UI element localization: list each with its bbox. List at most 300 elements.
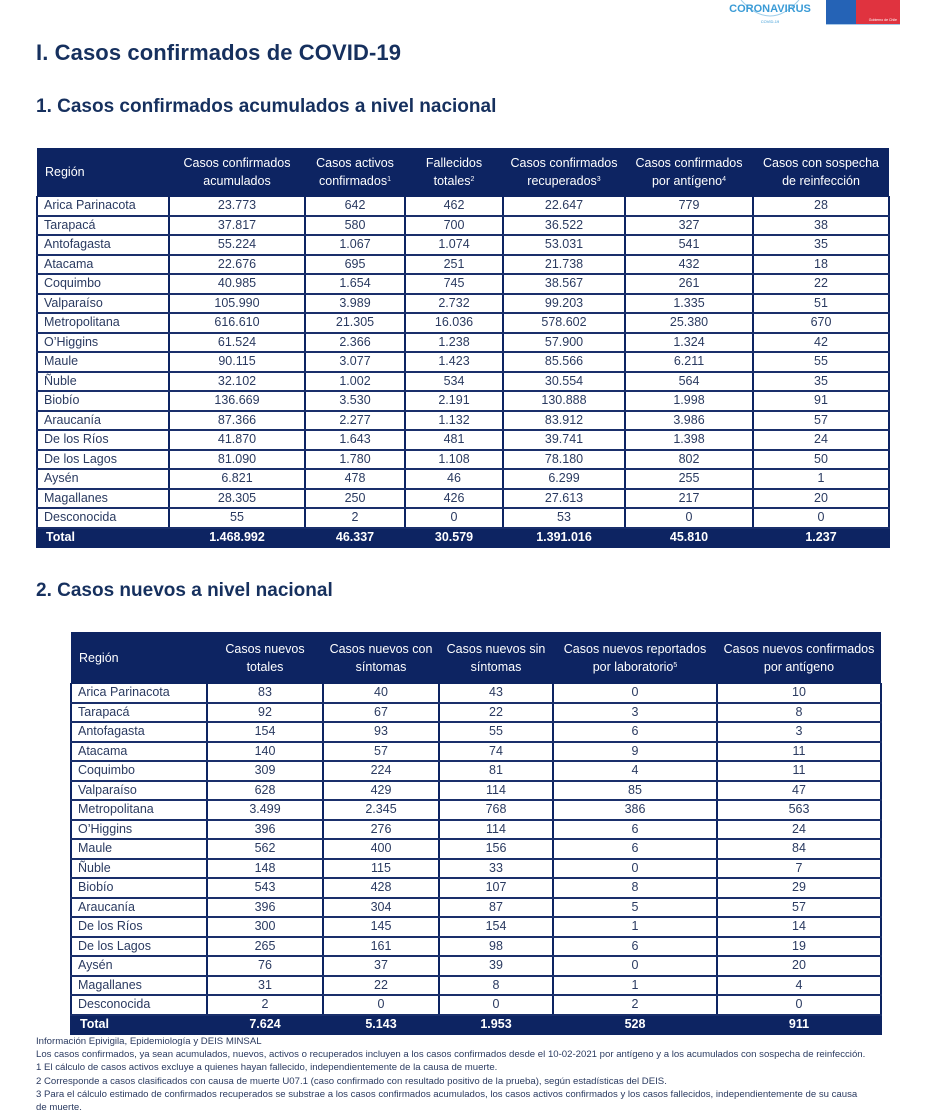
value-cell: 1.423	[405, 352, 503, 372]
value-cell: 2.277	[305, 411, 405, 431]
value-cell: 429	[323, 781, 439, 801]
value-cell: 39	[439, 956, 553, 976]
header-region	[71, 632, 207, 684]
value-cell: 36.522	[503, 216, 625, 236]
value-cell: 0	[717, 995, 881, 1015]
column-header	[553, 632, 717, 684]
value-cell: 74	[439, 742, 553, 762]
column-header	[323, 632, 439, 684]
value-cell: 224	[323, 761, 439, 781]
logo-divider	[826, 24, 900, 25]
value-cell: 0	[553, 859, 717, 879]
value-cell: 3.989	[305, 294, 405, 314]
value-cell: 105.990	[169, 294, 305, 314]
value-cell: 20	[753, 489, 889, 509]
value-cell: 564	[625, 372, 753, 392]
value-cell: 250	[305, 489, 405, 509]
total-value: 1.237	[753, 528, 889, 548]
region-cell: Desconocida	[37, 508, 169, 528]
value-cell: 22	[439, 703, 553, 723]
region-cell: Valparaíso	[37, 294, 169, 314]
value-cell: 19	[717, 937, 881, 957]
value-cell: 22	[323, 976, 439, 996]
table-row	[37, 274, 889, 294]
value-cell: 1.067	[305, 235, 405, 255]
section1-title: 1. Casos confirmados acumulados a nivel nacional	[36, 96, 497, 117]
value-cell: 396	[207, 898, 323, 918]
value-cell: 90.115	[169, 352, 305, 372]
value-cell: 481	[405, 430, 503, 450]
table-row	[71, 976, 881, 996]
value-cell: 779	[625, 197, 753, 216]
value-cell: 642	[305, 197, 405, 216]
value-cell: 695	[305, 255, 405, 275]
region-cell: Arica Parinacota	[71, 684, 207, 703]
value-cell: 386	[553, 800, 717, 820]
value-cell: 300	[207, 917, 323, 937]
value-cell: 428	[323, 878, 439, 898]
region-cell: Antofagasta	[71, 722, 207, 742]
total-value: 1.391.016	[503, 528, 625, 548]
header-label: Casos con sospecha de reinfección	[762, 156, 880, 188]
value-cell: 40	[323, 684, 439, 703]
value-cell: 2.366	[305, 333, 405, 353]
value-cell: 1.643	[305, 430, 405, 450]
value-cell: 0	[625, 508, 753, 528]
value-cell: 1.132	[405, 411, 503, 431]
column-header	[717, 632, 881, 684]
value-cell: 534	[405, 372, 503, 392]
value-cell: 700	[405, 216, 503, 236]
table-row	[71, 917, 881, 937]
value-cell: 154	[207, 722, 323, 742]
table-row	[37, 235, 889, 255]
value-cell: 76	[207, 956, 323, 976]
value-cell: 11	[717, 742, 881, 762]
value-cell: 55	[753, 352, 889, 372]
value-cell: 25.380	[625, 313, 753, 333]
region-cell: De los Ríos	[37, 430, 169, 450]
value-cell: 30.554	[503, 372, 625, 392]
value-cell: 1.398	[625, 430, 753, 450]
total-label: Total	[37, 528, 169, 548]
value-cell: 14	[717, 917, 881, 937]
value-cell: 32.102	[169, 372, 305, 392]
table-row	[37, 352, 889, 372]
value-cell: 46	[405, 469, 503, 489]
value-cell: 1.780	[305, 450, 405, 470]
value-cell: 8	[717, 703, 881, 723]
total-value: 911	[717, 1015, 881, 1035]
column-header	[625, 148, 753, 197]
value-cell: 251	[405, 255, 503, 275]
region-cell: O’Higgins	[71, 820, 207, 840]
corona-logo-sub: COVID-19	[760, 19, 780, 24]
value-cell: 304	[323, 898, 439, 918]
value-cell: 57	[323, 742, 439, 762]
region-cell: O’Higgins	[37, 333, 169, 353]
value-cell: 130.888	[503, 391, 625, 411]
value-cell: 40.985	[169, 274, 305, 294]
value-cell: 1.998	[625, 391, 753, 411]
footnote-marker: 1	[387, 176, 391, 183]
value-cell: 23.773	[169, 197, 305, 216]
region-cell: Valparaíso	[71, 781, 207, 801]
region-cell: Atacama	[37, 255, 169, 275]
value-cell: 140	[207, 742, 323, 762]
region-cell: De los Ríos	[71, 917, 207, 937]
value-cell: 400	[323, 839, 439, 859]
table-row	[37, 508, 889, 528]
value-cell: 5	[553, 898, 717, 918]
table-row	[37, 255, 889, 275]
total-row	[71, 1015, 881, 1035]
value-cell: 11	[717, 761, 881, 781]
value-cell: 115	[323, 859, 439, 879]
region-cell: Antofagasta	[37, 235, 169, 255]
value-cell: 1.335	[625, 294, 753, 314]
total-value: 30.579	[405, 528, 503, 548]
header-label: Casos nuevos totales	[225, 641, 305, 674]
table-row	[37, 430, 889, 450]
total-value: 1.953	[439, 1015, 553, 1035]
table-row	[71, 820, 881, 840]
section2-title: 2. Casos nuevos a nivel nacional	[36, 580, 333, 601]
value-cell: 6	[553, 937, 717, 957]
header-label: Casos nuevos confirmados por antígeno	[723, 641, 875, 674]
table-row	[37, 411, 889, 431]
value-cell: 6.211	[625, 352, 753, 372]
table-row	[37, 216, 889, 236]
table-row	[71, 781, 881, 801]
value-cell: 20	[717, 956, 881, 976]
value-cell: 16.036	[405, 313, 503, 333]
value-cell: 81	[439, 761, 553, 781]
value-cell: 21.738	[503, 255, 625, 275]
region-cell: De los Lagos	[71, 937, 207, 957]
header-label: Casos confirmados por antígeno	[635, 156, 743, 188]
table-row	[37, 489, 889, 509]
region-cell: Aysén	[71, 956, 207, 976]
value-cell: 42	[753, 333, 889, 353]
value-cell: 87.366	[169, 411, 305, 431]
region-cell: Metropolitana	[71, 800, 207, 820]
value-cell: 10	[717, 684, 881, 703]
table-row	[71, 684, 881, 703]
region-cell: Magallanes	[37, 489, 169, 509]
value-cell: 6	[553, 820, 717, 840]
footnote-1: 1 El cálculo de casos activos excluye a quienes hayan fallecido, independientemente de la causa de muerte.	[36, 1062, 498, 1074]
footnotes	[36, 1035, 926, 1114]
value-cell: 39.741	[503, 430, 625, 450]
value-cell: 50	[753, 450, 889, 470]
header-label: Casos confirmados acumulados	[183, 156, 291, 188]
footnote-marker: 2	[470, 176, 475, 183]
value-cell: 55.224	[169, 235, 305, 255]
value-cell: 0	[553, 684, 717, 703]
region-cell: Aysén	[37, 469, 169, 489]
value-cell: 1.324	[625, 333, 753, 353]
value-cell: 255	[625, 469, 753, 489]
value-cell: 51	[753, 294, 889, 314]
value-cell: 217	[625, 489, 753, 509]
value-cell: 563	[717, 800, 881, 820]
value-cell: 580	[305, 216, 405, 236]
header-label: Fallecidos totales	[425, 156, 483, 188]
value-cell: 8	[553, 878, 717, 898]
table-row	[71, 956, 881, 976]
value-cell: 22.647	[503, 197, 625, 216]
value-cell: 31	[207, 976, 323, 996]
table-header-row	[71, 632, 881, 684]
region-cell: Araucanía	[37, 411, 169, 431]
value-cell: 35	[753, 235, 889, 255]
value-cell: 3.986	[625, 411, 753, 431]
value-cell: 6	[553, 722, 717, 742]
region-cell: Tarapacá	[37, 216, 169, 236]
value-cell: 33	[439, 859, 553, 879]
value-cell: 276	[323, 820, 439, 840]
region-cell: Metropolitana	[37, 313, 169, 333]
value-cell: 1.002	[305, 372, 405, 392]
table-row	[37, 313, 889, 333]
value-cell: 0	[439, 995, 553, 1015]
table-row	[71, 761, 881, 781]
value-cell: 1.074	[405, 235, 503, 255]
value-cell: 37	[323, 956, 439, 976]
value-cell: 265	[207, 937, 323, 957]
value-cell: 3	[717, 722, 881, 742]
column-header	[207, 632, 323, 684]
region-cell: De los Lagos	[37, 450, 169, 470]
total-row	[37, 528, 889, 548]
value-cell: 6.299	[503, 469, 625, 489]
value-cell: 98	[439, 937, 553, 957]
flag-blue-block	[826, 0, 856, 24]
value-cell: 53.031	[503, 235, 625, 255]
column-header	[753, 148, 889, 197]
table-row	[37, 333, 889, 353]
value-cell: 462	[405, 197, 503, 216]
gob-logo-text: Gobierno de Chile	[868, 18, 897, 22]
value-cell: 768	[439, 800, 553, 820]
column-header	[305, 148, 405, 197]
region-cell: Magallanes	[71, 976, 207, 996]
value-cell: 6	[553, 839, 717, 859]
value-cell: 83.912	[503, 411, 625, 431]
value-cell: 3	[553, 703, 717, 723]
value-cell: 57	[717, 898, 881, 918]
region-cell: Ñuble	[71, 859, 207, 879]
value-cell: 22.676	[169, 255, 305, 275]
value-cell: 745	[405, 274, 503, 294]
value-cell: 28.305	[169, 489, 305, 509]
value-cell: 4	[717, 976, 881, 996]
coronavirus-logo	[729, 0, 811, 26]
value-cell: 85	[553, 781, 717, 801]
region-cell: Maule	[71, 839, 207, 859]
table-row	[71, 839, 881, 859]
value-cell: 55	[439, 722, 553, 742]
region-cell: Arica Parinacota	[37, 197, 169, 216]
region-cell: Maule	[37, 352, 169, 372]
value-cell: 1.238	[405, 333, 503, 353]
value-cell: 29	[717, 878, 881, 898]
value-cell: 327	[625, 216, 753, 236]
value-cell: 261	[625, 274, 753, 294]
value-cell: 24	[717, 820, 881, 840]
value-cell: 543	[207, 878, 323, 898]
value-cell: 91	[753, 391, 889, 411]
value-cell: 396	[207, 820, 323, 840]
header-label: Casos confirmados recuperados	[510, 156, 618, 188]
value-cell: 145	[323, 917, 439, 937]
column-header	[169, 148, 305, 197]
region-cell: Araucanía	[71, 898, 207, 918]
header-label: Casos nuevos con síntomas	[329, 641, 433, 674]
region-cell: Coquimbo	[37, 274, 169, 294]
value-cell: 53	[503, 508, 625, 528]
value-cell: 0	[753, 508, 889, 528]
value-cell: 24	[753, 430, 889, 450]
value-cell: 2.732	[405, 294, 503, 314]
header-label: Región	[79, 650, 119, 665]
footnote-3-cont: de muerte.	[36, 1102, 82, 1114]
value-cell: 38	[753, 216, 889, 236]
value-cell: 99.203	[503, 294, 625, 314]
table-row	[71, 859, 881, 879]
value-cell: 1	[753, 469, 889, 489]
value-cell: 81.090	[169, 450, 305, 470]
page-title: I. Casos confirmados de COVID-19	[36, 40, 402, 65]
value-cell: 55	[169, 508, 305, 528]
total-value: 5.143	[323, 1015, 439, 1035]
value-cell: 9	[553, 742, 717, 762]
value-cell: 38.567	[503, 274, 625, 294]
value-cell: 616.610	[169, 313, 305, 333]
corona-logo-text: CORONAVIRUS	[729, 3, 811, 15]
value-cell: 802	[625, 450, 753, 470]
value-cell: 2	[305, 508, 405, 528]
value-cell: 27.613	[503, 489, 625, 509]
header-label: Casos activos confirmados	[316, 156, 394, 188]
value-cell: 35	[753, 372, 889, 392]
value-cell: 114	[439, 820, 553, 840]
table-row	[71, 898, 881, 918]
footnote-marker: 5	[673, 661, 678, 669]
footnote-marker: 4	[722, 176, 727, 183]
value-cell: 156	[439, 839, 553, 859]
value-cell: 37.817	[169, 216, 305, 236]
new-cases-table	[70, 632, 882, 1035]
total-value: 46.337	[305, 528, 405, 548]
value-cell: 61.524	[169, 333, 305, 353]
value-cell: 426	[405, 489, 503, 509]
value-cell: 0	[323, 995, 439, 1015]
header-label: Casos nuevos reportados por laboratorio	[563, 641, 707, 674]
total-value: 45.810	[625, 528, 753, 548]
region-cell: Ñuble	[37, 372, 169, 392]
table-row	[71, 995, 881, 1015]
value-cell: 8	[439, 976, 553, 996]
region-cell: Desconocida	[71, 995, 207, 1015]
region-cell: Coquimbo	[71, 761, 207, 781]
table-row	[37, 469, 889, 489]
value-cell: 136.669	[169, 391, 305, 411]
table-row	[71, 878, 881, 898]
gobierno-de-chile-logo	[826, 0, 900, 24]
value-cell: 21.305	[305, 313, 405, 333]
footnote-3: 3 Para el cálculo estimado de confirmados recuperados se substrae a los casos confirmados acumulados, los casos activos confirmados y los casos fallecidos, independientemente de su causa	[36, 1088, 858, 1100]
footnote-2: 2 Corresponde a casos clasificados con causa de muerte U07.1 (caso confirmado con resultado positivo de la prueba), según estadísticas del DEIS.	[36, 1075, 667, 1087]
table-row	[37, 391, 889, 411]
total-value: 7.624	[207, 1015, 323, 1035]
column-header	[439, 632, 553, 684]
value-cell: 148	[207, 859, 323, 879]
value-cell: 7	[717, 859, 881, 879]
table-row	[71, 703, 881, 723]
value-cell: 0	[553, 956, 717, 976]
value-cell: 1.654	[305, 274, 405, 294]
flag-red-block	[856, 0, 900, 24]
value-cell: 92	[207, 703, 323, 723]
total-value: 528	[553, 1015, 717, 1035]
value-cell: 432	[625, 255, 753, 275]
table-row	[71, 722, 881, 742]
total-value: 1.468.992	[169, 528, 305, 548]
value-cell: 1.108	[405, 450, 503, 470]
table-row	[37, 294, 889, 314]
region-cell: Biobío	[37, 391, 169, 411]
footnote-marker: 3	[596, 176, 601, 183]
value-cell: 309	[207, 761, 323, 781]
value-cell: 93	[323, 722, 439, 742]
value-cell: 84	[717, 839, 881, 859]
table-row	[37, 450, 889, 470]
region-cell: Atacama	[71, 742, 207, 762]
value-cell: 83	[207, 684, 323, 703]
table-row	[71, 800, 881, 820]
value-cell: 78.180	[503, 450, 625, 470]
value-cell: 3.077	[305, 352, 405, 372]
value-cell: 3.530	[305, 391, 405, 411]
value-cell: 67	[323, 703, 439, 723]
value-cell: 670	[753, 313, 889, 333]
value-cell: 47	[717, 781, 881, 801]
value-cell: 87	[439, 898, 553, 918]
value-cell: 578.602	[503, 313, 625, 333]
column-header	[405, 148, 503, 197]
value-cell: 2.345	[323, 800, 439, 820]
source-note: Información Epivigila, Epidemiología y DEIS MINSAL	[36, 1036, 262, 1047]
value-cell: 28	[753, 197, 889, 216]
header-label: Casos nuevos sin síntomas	[446, 641, 546, 674]
value-cell: 2.191	[405, 391, 503, 411]
value-cell: 41.870	[169, 430, 305, 450]
region-cell: Tarapacá	[71, 703, 207, 723]
total-label: Total	[71, 1015, 207, 1035]
value-cell: 57	[753, 411, 889, 431]
region-cell: Biobío	[71, 878, 207, 898]
value-cell: 2	[207, 995, 323, 1015]
value-cell: 18	[753, 255, 889, 275]
value-cell: 4	[553, 761, 717, 781]
cumulative-cases-table	[36, 148, 890, 548]
value-cell: 1	[553, 976, 717, 996]
value-cell: 628	[207, 781, 323, 801]
value-cell: 6.821	[169, 469, 305, 489]
table-row	[37, 372, 889, 392]
